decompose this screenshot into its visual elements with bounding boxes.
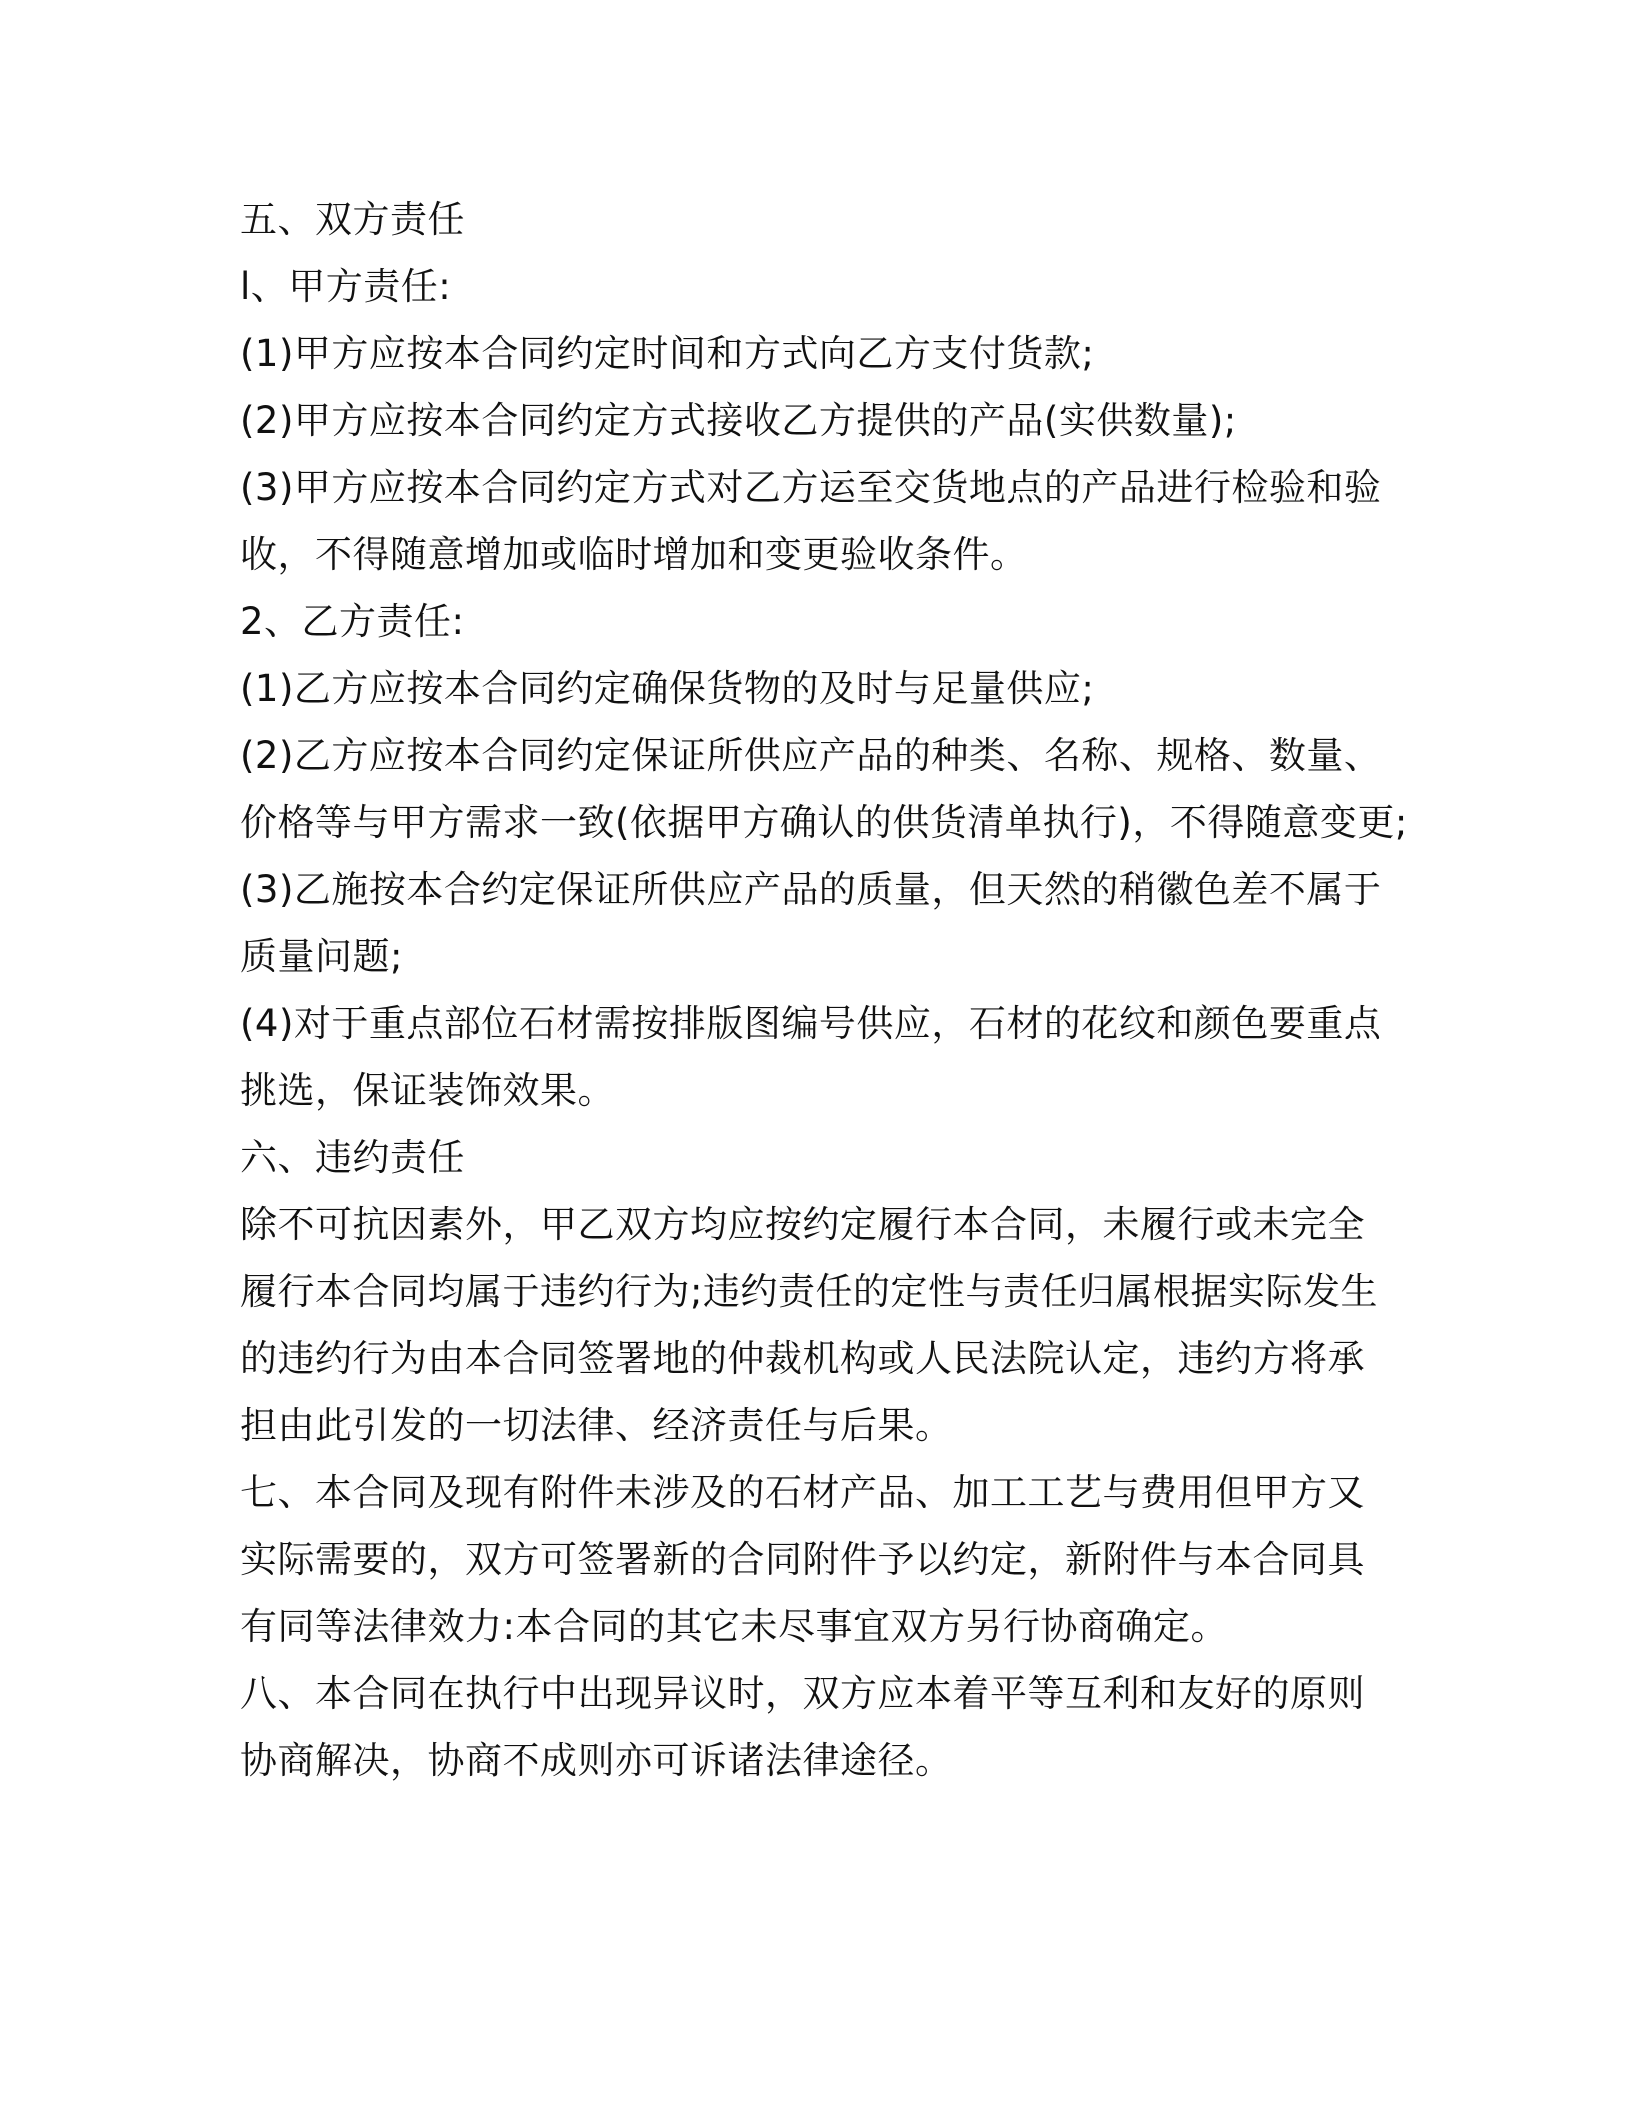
paragraph-line: 除不可抗因素外，甲乙双方均应按约定履行本合同，未履行或未完全	[240, 1203, 1365, 1246]
section-7-line: 七、本合同及现有附件未涉及的石材产品、加工工艺与费用但甲方又	[240, 1471, 1365, 1514]
paragraph-line: 的违约行为由本合同签署地的仲裁机构或人民法院认定，违约方将承	[240, 1337, 1365, 1380]
paragraph-line: 价格等与甲方需求一致(依据甲方确认的供货清单执行)，不得随意变更;	[240, 801, 1408, 844]
paragraph-line: (4)对于重点部位石材需按排版图编号供应，石材的花纹和颜色要重点	[240, 1002, 1382, 1045]
paragraph-line: (3)乙施按本合约定保证所供应产品的质量，但天然的稍徽色差不属于	[240, 868, 1382, 911]
paragraph-line: (2)乙方应按本合同约定保证所供应产品的种类、名称、规格、数量、	[240, 734, 1382, 777]
paragraph-line: 有同等法律效力:本合同的其它未尽事宜双方另行协商确定。	[240, 1605, 1228, 1648]
subsection-heading-party-a: l、甲方责任:	[240, 265, 452, 308]
document-body	[240, 186, 1420, 1794]
paragraph-line: 协商解决，协商不成则亦可诉诸法律途径。	[240, 1739, 953, 1782]
paragraph-line: (1)乙方应按本合同约定确保货物的及时与足量供应;	[240, 667, 1095, 710]
paragraph-line: 履行本合同均属于违约行为;违约责任的定性与责任归属根据实际发生	[240, 1270, 1378, 1313]
paragraph-line: 挑选，保证装饰效果。	[240, 1069, 615, 1112]
section-heading-6: 六、违约责任	[240, 1136, 465, 1179]
paragraph-line: (1)甲方应按本合同约定时间和方式向乙方支付货款;	[240, 332, 1095, 375]
paragraph-line: 收，不得随意增加或临时增加和变更验收条件。	[240, 533, 1028, 576]
paragraph-line: 实际需要的，双方可签署新的合同附件予以约定，新附件与本合同具	[240, 1538, 1365, 1581]
paragraph-line: (2)甲方应按本合同约定方式接收乙方提供的产品(实供数量);	[240, 399, 1237, 442]
section-heading-5: 五、双方责任	[240, 198, 465, 241]
paragraph-line: (3)甲方应按本合同约定方式对乙方运至交货地点的产品进行检验和验	[240, 466, 1382, 509]
paragraph-line: 担由此引发的一切法律、经济责任与后果。	[240, 1404, 953, 1447]
subsection-heading-party-b: 2、乙方责任:	[240, 600, 465, 643]
paragraph-line: 质量问题;	[240, 935, 403, 978]
section-8-line: 八、本合同在执行中出现异议时，双方应本着平等互利和友好的原则	[240, 1672, 1365, 1715]
